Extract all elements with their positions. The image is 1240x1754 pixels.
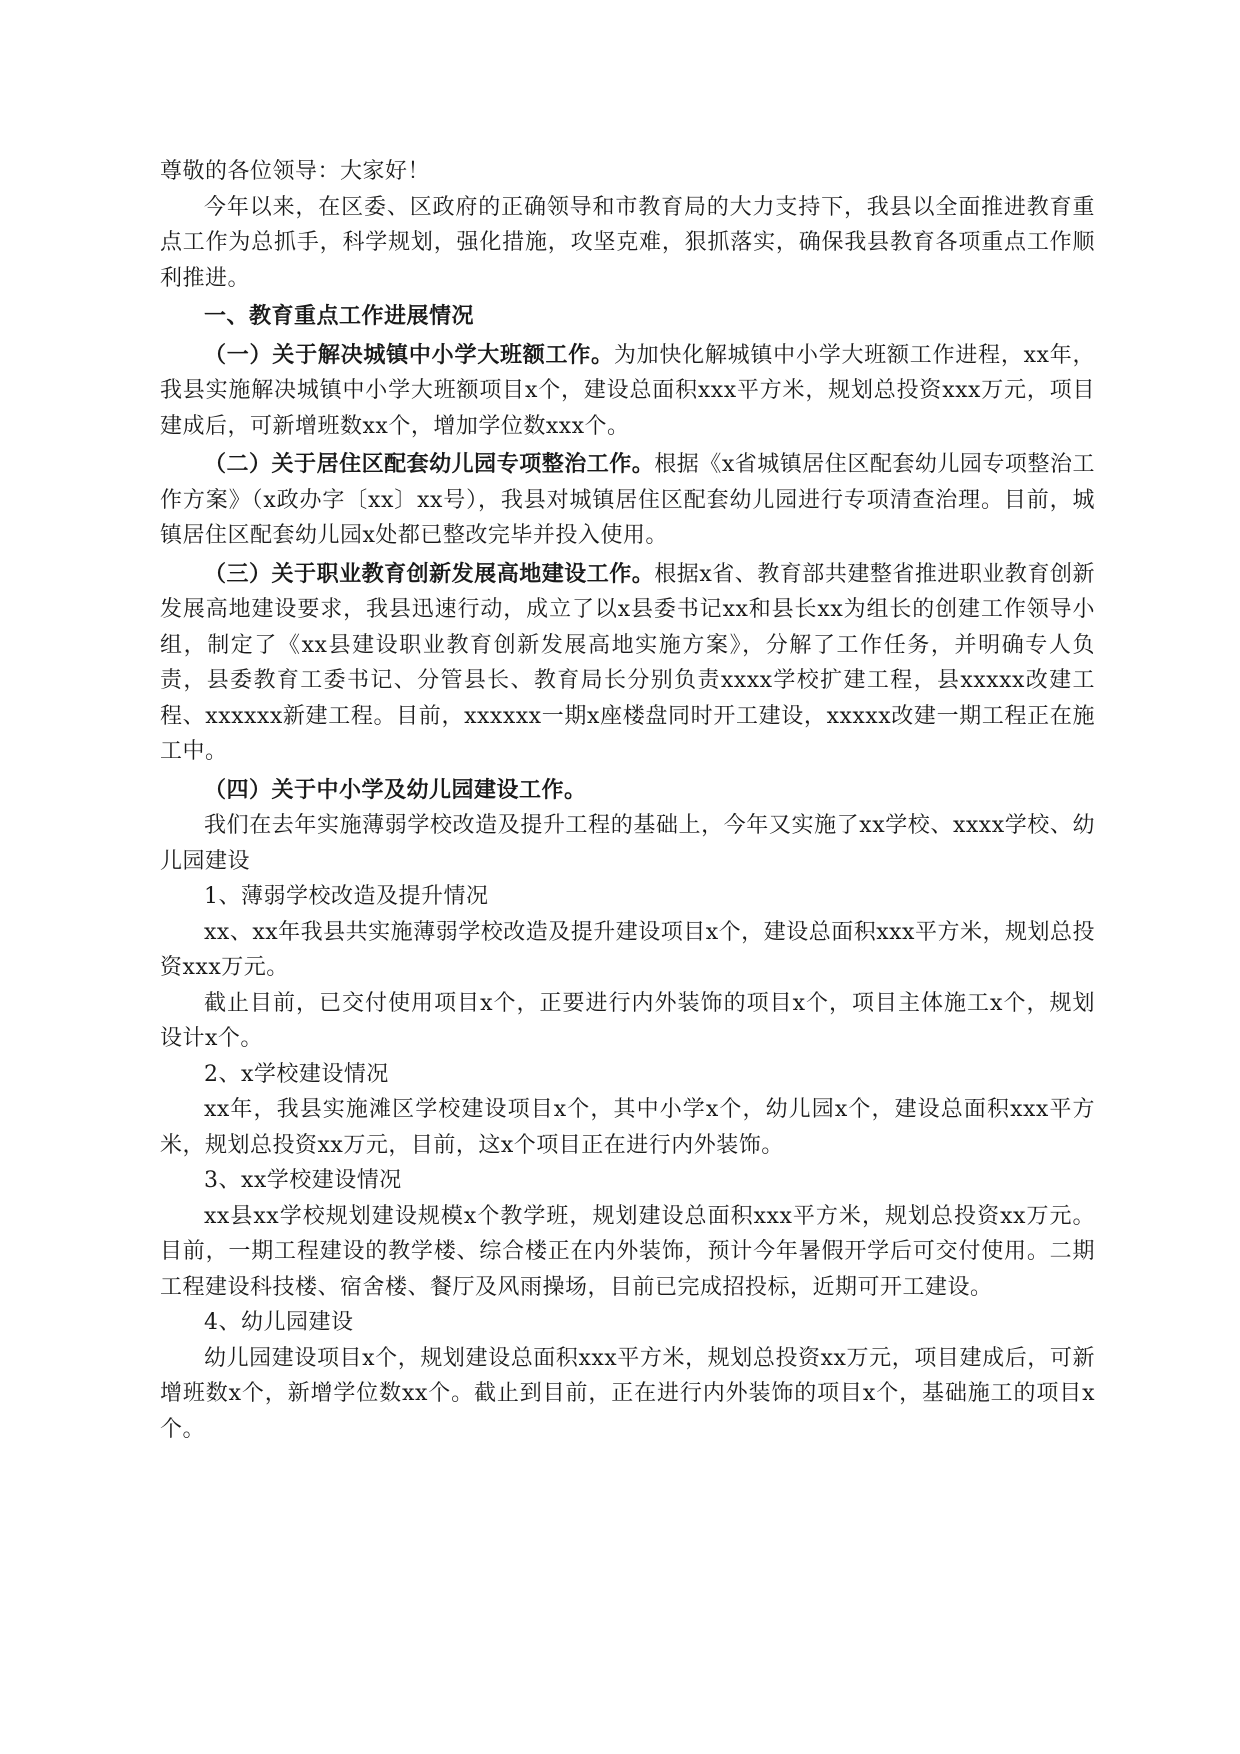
item-3-heading: （三）关于职业教育创新发展高地建设工作。 bbox=[204, 560, 655, 587]
item-2-heading: （二）关于居住区配套幼儿园专项整治工作。 bbox=[204, 451, 655, 477]
sub-4-paragraph-1: 幼儿园建设项目x个，规划建设总面积xxx平方米，规划总投资xx万元，项目建成后，可新增班数x个，新增学位数xx个。截止到目前，正在进行内外装饰的项目x个，基础施工的项目x个。 bbox=[160, 1345, 1095, 1442]
item-1-paragraph bbox=[160, 338, 1095, 445]
intro-paragraph: 今年以来，在区委、区政府的正确领导和市教育局的大力支持下，我县以全面推进教育重点工作为总抓手，科学规划，强化措施，攻坚克难，狠抓落实，确保我县教育各项重点工作顺利推进。 bbox=[160, 194, 1095, 291]
sub-1-title: 1、薄弱学校改造及提升情况 bbox=[204, 884, 489, 909]
sub-2-title: 2、x学校建设情况 bbox=[204, 1061, 389, 1087]
sub-1-paragraph-1: xx、xx年我县共实施薄弱学校改造及提升建设项目x个，建设总面积xxx平方米，规划总投资xxx万元。 bbox=[160, 919, 1095, 980]
sub-1-paragraph-2: 截止目前，已交付使用项目x个，正要进行内外装饰的项目x个，项目主体施工x个，规划设计x个。 bbox=[160, 990, 1095, 1051]
sub-2-paragraph-1: xx年，我县实施滩区学校建设项目x个，其中小学x个，幼儿园x个，建设总面积xxx平方米，规划总投资xx万元，目前，这x个项目正在进行内外装饰。 bbox=[160, 1097, 1095, 1158]
document-body bbox=[160, 154, 1095, 1447]
greeting: 尊敬的各位领导：大家好！ bbox=[160, 159, 431, 184]
section-1-title: 一、教育重点工作进展情况 bbox=[204, 303, 475, 329]
item-2-paragraph bbox=[160, 447, 1095, 554]
item-4-heading: （四）关于中小学及幼儿园建设工作。 bbox=[204, 776, 587, 803]
item-3-body: 根据x省、教育部共建整省推进职业教育创新发展高地建设要求，我县迅速行动，成立了以x县委书记xx和县长xx为组长的创建工作领导小组，制定了《xx县建设职业教育创新发展高地实施方案》，分解了工作任务，并明确专人负责，县委教育工委书记、分管县长、教育局长分别负责xxxx学校扩建工程，县xxxxx改建工程、xxxxxx新建工程。目前，xxxxxx一期x座楼盘同时开工建设，xxxxx改建一期工程正在施工中。 bbox=[160, 561, 1095, 764]
basis-paragraph: 我们在去年实施薄弱学校改造及提升工程的基础上，今年又实施了xx学校、xxxx学校、幼儿园建设 bbox=[160, 813, 1095, 874]
item-1-heading: （一）关于解决城镇中小学大班额工作。 bbox=[204, 341, 614, 368]
sub-3-paragraph-1: xx县xx学校规划建设规模x个教学班，规划建设总面积xxx平方米，规划总投资xx万元。目前，一期工程建设的教学楼、综合楼正在内外装饰，预计今年暑假开学后可交付使用。二期工程建设科技楼、宿舍楼、餐厅及风雨操场，目前已完成招投标，近期可开工建设。 bbox=[160, 1203, 1095, 1300]
item-1-body: 为加快化解城镇中小学大班额工作进程，xx年，我县实施解决城镇中小学大班额项目x个，建设总面积xxx平方米，规划总投资xxx万元，项目建成后，可新增班数xx个，增加学位数xxx个。 bbox=[160, 342, 1095, 439]
item-3-paragraph bbox=[160, 557, 1095, 770]
sub-4-title: 4、幼儿园建设 bbox=[204, 1310, 354, 1335]
item-2-body: 根据《x省城镇居住区配套幼儿园专项整治工作方案》（x政办字〔xx〕xx号），我县对城镇居住区配套幼儿园进行专项清查治理。目前，城镇居住区配套幼儿园x处都已整改完毕并投入使用。 bbox=[160, 452, 1095, 548]
sub-3-title: 3、xx学校建设情况 bbox=[204, 1168, 402, 1193]
